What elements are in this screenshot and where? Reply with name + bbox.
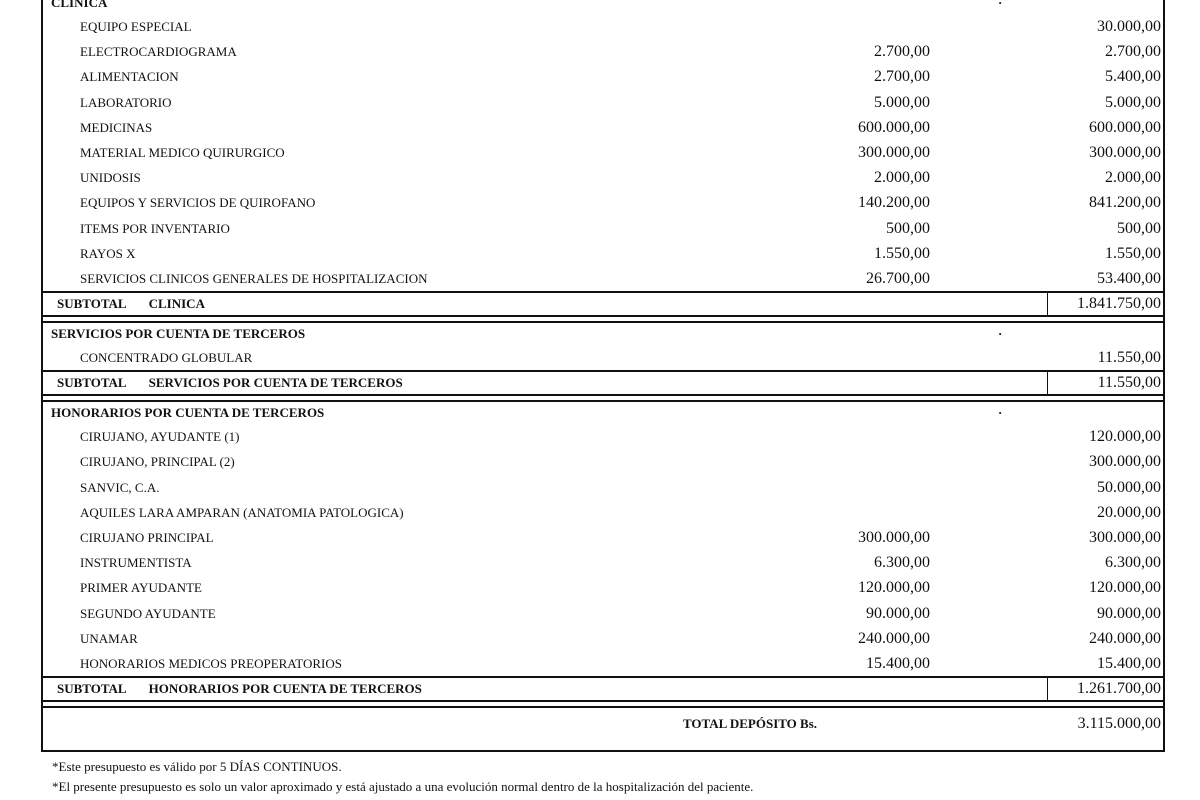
line-item-total: 15.400,00 (1097, 654, 1161, 672)
line-item (43, 241, 1163, 266)
subtotal-name: HONORARIOS POR CUENTA DE TERCEROS (148, 681, 422, 697)
line-item (43, 500, 1163, 525)
line-item-unit-price: 90.000,00 (866, 604, 930, 622)
line-item-label: LABORATORIO (80, 94, 172, 110)
line-item-total: 5.000,00 (1105, 93, 1161, 111)
line-item-label: AQUILES LARA AMPARAN (ANATOMIA PATOLOGICA) (80, 504, 404, 520)
section-header (43, 323, 1163, 345)
line-item-label: ITEMS POR INVENTARIO (80, 220, 230, 236)
section-mark: · (998, 0, 1003, 10)
section-header (43, 0, 1163, 14)
subtotal-label (57, 372, 403, 394)
section-title: HONORARIOS POR CUENTA DE TERCEROS (51, 405, 325, 421)
section-honorarios (43, 400, 1163, 702)
line-item-label: SERVICIOS CLINICOS GENERALES DE HOSPITALIZACION (80, 270, 428, 286)
line-item (43, 449, 1163, 474)
line-item-total: 500,00 (1117, 219, 1161, 237)
section-rows (43, 14, 1163, 291)
section-header (43, 402, 1163, 424)
line-item-unit-price: 1.550,00 (874, 244, 930, 262)
line-item-total: 90.000,00 (1097, 604, 1161, 622)
line-item-unit-price: 26.700,00 (866, 269, 930, 287)
line-item-total: 6.300,00 (1105, 554, 1161, 572)
line-item (43, 216, 1163, 241)
section-clinica (43, 0, 1163, 317)
section-mark: · (998, 326, 1003, 342)
total-deposit-value: 3.115.000,00 (1077, 715, 1161, 733)
line-item-total: 30.000,00 (1097, 18, 1161, 35)
line-item (43, 115, 1163, 140)
line-item-label: UNIDOSIS (80, 170, 141, 186)
subtotal-word: SUBTOTAL (57, 681, 127, 697)
line-item-label: CIRUJANO PRINCIPAL (80, 530, 214, 545)
line-item (43, 525, 1163, 550)
line-item (43, 140, 1163, 165)
line-item-label: CIRUJANO, AYUDANTE (1) (80, 429, 240, 445)
line-item-total: 20.000,00 (1097, 503, 1161, 521)
section-rows (43, 424, 1163, 676)
line-item-total: 53.400,00 (1097, 269, 1161, 287)
section-title: SERVICIOS POR CUENTA DE TERCEROS (51, 326, 306, 342)
total-deposit-label: TOTAL DEPÓSITO Bs. (683, 716, 818, 732)
line-item-unit-price: 15.400,00 (866, 654, 930, 672)
total-deposit-row (43, 706, 1163, 740)
line-item-unit-price: 600.000,00 (858, 118, 930, 136)
line-item-total: 841.200,00 (1089, 194, 1161, 212)
line-item (43, 165, 1163, 190)
line-item (43, 190, 1163, 215)
section-title: CLINICA (51, 0, 108, 10)
section-mark: · (998, 405, 1003, 421)
section-terceros (43, 321, 1163, 396)
line-item-total: 600.000,00 (1089, 118, 1161, 136)
line-item-label: PRIMER AYUDANTE (80, 580, 202, 596)
line-item-label: HONORARIOS MEDICOS PREOPERATORIOS (80, 655, 342, 671)
line-item-unit-price: 300.000,00 (858, 143, 930, 161)
subtotal-value: 11.550,00 (1047, 372, 1163, 394)
line-item-total: 2.000,00 (1105, 169, 1161, 187)
line-item (43, 575, 1163, 600)
subtotal-label (57, 293, 205, 315)
line-item-label: SEGUNDO AYUDANTE (80, 605, 216, 621)
line-item-unit-price: 240.000,00 (858, 629, 930, 647)
line-item-unit-price: 2.000,00 (874, 169, 930, 187)
line-item-total: 300.000,00 (1089, 529, 1161, 546)
line-item (43, 601, 1163, 626)
subtotal-row (43, 676, 1163, 702)
budget-document (41, 0, 1165, 752)
line-item (43, 626, 1163, 651)
line-item-label: RAYOS X (80, 245, 136, 261)
line-item-total: 240.000,00 (1089, 629, 1161, 647)
line-item (43, 550, 1163, 575)
line-item (43, 266, 1163, 291)
line-item (43, 90, 1163, 115)
subtotal-row (43, 370, 1163, 396)
line-item-total: 120.000,00 (1089, 579, 1161, 597)
line-item-label: EQUIPO ESPECIAL (80, 19, 192, 34)
line-item-label: UNAMAR (80, 630, 138, 646)
line-item-total: 300.000,00 (1089, 453, 1161, 471)
line-item-label: EQUIPOS Y SERVICIOS DE QUIROFANO (80, 195, 316, 211)
subtotal-word: SUBTOTAL (57, 296, 127, 312)
line-item-unit-price: 300.000,00 (858, 529, 930, 546)
line-item-unit-price: 500,00 (886, 219, 930, 237)
line-item-label: ELECTROCARDIOGRAMA (80, 44, 237, 60)
footnotes (52, 757, 753, 797)
subtotal-name: SERVICIOS POR CUENTA DE TERCEROS (148, 375, 403, 391)
line-item-unit-price: 2.700,00 (874, 68, 930, 86)
line-item-total: 2.700,00 (1105, 43, 1161, 61)
subtotal-value: 1.261.700,00 (1047, 678, 1163, 700)
line-item-label: SANVIC, C.A. (80, 479, 160, 495)
line-item (43, 475, 1163, 500)
line-item-total: 50.000,00 (1097, 478, 1161, 496)
line-item-label: MATERIAL MEDICO QUIRURGICO (80, 144, 285, 160)
footnote: *El presente presupuesto es solo un valor aproximado y está ajustado a una evolución normal dentro de la hospitalización del paciente. (52, 779, 754, 794)
subtotal-word: SUBTOTAL (57, 375, 127, 391)
line-item-unit-price: 2.700,00 (874, 43, 930, 61)
line-item (43, 651, 1163, 676)
line-item-label: CIRUJANO, PRINCIPAL (2) (80, 454, 235, 470)
line-item (43, 345, 1163, 370)
line-item-total: 1.550,00 (1105, 244, 1161, 262)
line-item-label: INSTRUMENTISTA (80, 555, 192, 571)
line-item (43, 39, 1163, 64)
section-rows (43, 345, 1163, 370)
line-item (43, 14, 1163, 39)
line-item-label: ALIMENTACION (80, 69, 179, 85)
line-item (43, 64, 1163, 89)
line-item-unit-price: 140.200,00 (858, 194, 930, 212)
line-item-unit-price: 6.300,00 (874, 554, 930, 572)
line-item-total: 5.400,00 (1105, 68, 1161, 86)
line-item-label: MEDICINAS (80, 119, 153, 135)
line-item-total: 120.000,00 (1089, 428, 1161, 446)
line-item-unit-price: 120.000,00 (858, 579, 930, 597)
line-item-unit-price: 5.000,00 (874, 93, 930, 111)
subtotal-name: CLINICA (148, 296, 205, 312)
subtotal-label (57, 678, 422, 700)
footnote: *Este presupuesto es válido por 5 DÍAS CONTINUOS. (52, 759, 342, 774)
line-item-total: 11.550,00 (1097, 349, 1161, 367)
line-item-label: CONCENTRADO GLOBULAR (80, 350, 253, 366)
line-item-total: 300.000,00 (1089, 143, 1161, 161)
subtotal-value: 1.841.750,00 (1047, 293, 1163, 315)
subtotal-row (43, 291, 1163, 317)
line-item (43, 424, 1163, 449)
